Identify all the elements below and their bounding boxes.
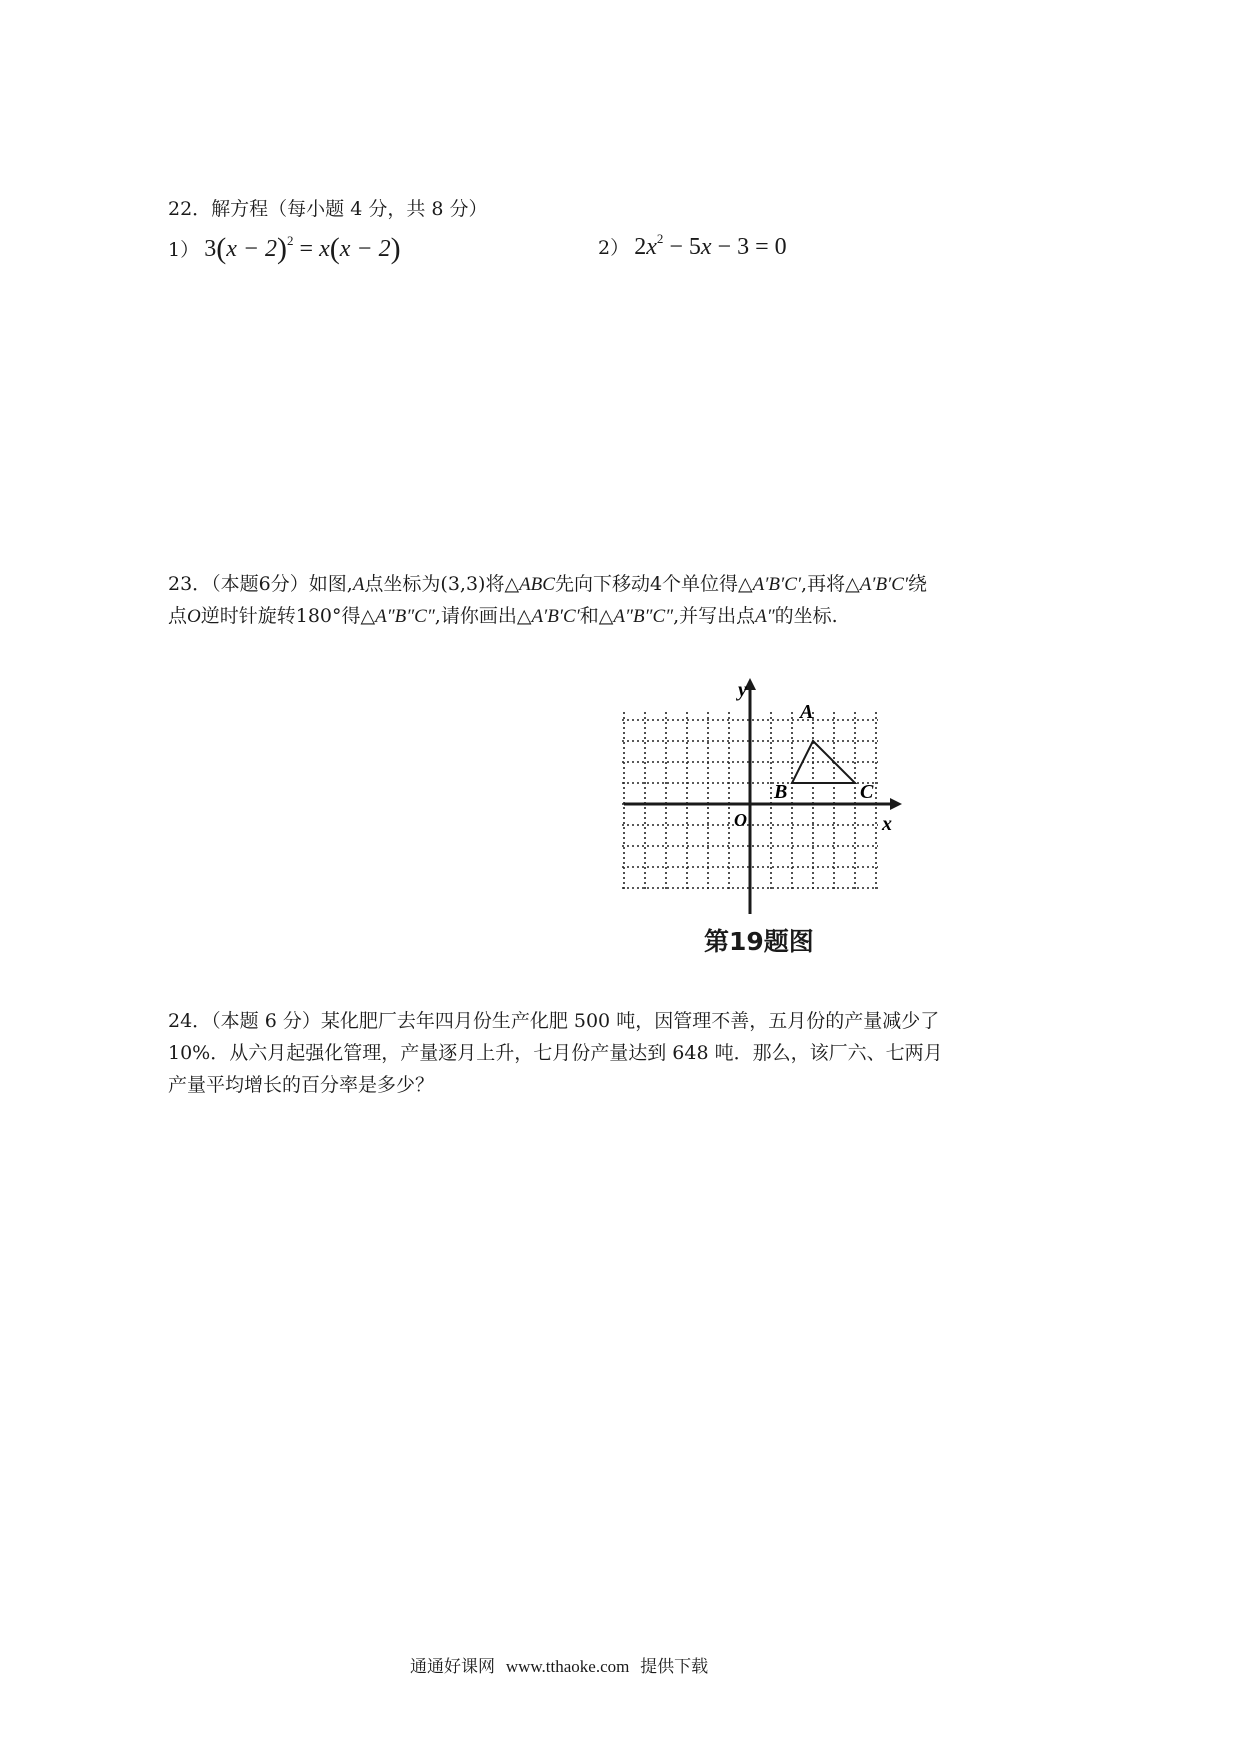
q23-line-2: 点O逆时针旋转180°得△A″B″C″,请你画出△A′B′C′和△A″B″C″,并写出点A″的坐标.: [168, 605, 838, 627]
figure-caption: 第19题图: [704, 927, 814, 956]
origin-label: O: [734, 810, 747, 830]
q24-line-1: 24．（本题 6 分）某化肥厂去年四月份生产化肥 500 吨，因管理不善，五月份的产量减少了: [168, 1010, 940, 1032]
footer-site-name: 通通好课网: [410, 1657, 495, 1677]
q22-p1-coef: 3: [204, 236, 217, 262]
footer-action: 提供下载: [640, 1657, 709, 1677]
point-a-label: A: [800, 701, 814, 723]
q22-p2-t1: 2: [634, 234, 647, 260]
q24-line-3: 产量平均增长的百分率是多少？: [168, 1074, 435, 1096]
q24-line-2: 10%．从六月起强化管理，产量逐月上升，七月份产量达到 648 吨．那么，该厂六、七两月: [168, 1042, 943, 1064]
x-axis-arrow: [890, 798, 902, 810]
q22-p1-rhs-var: x: [319, 236, 330, 262]
y-axis-label: y: [738, 679, 747, 701]
coordinate-grid-figure: [610, 670, 910, 930]
q22-p1-equals: =: [299, 236, 314, 262]
x-axis-label: x: [882, 813, 892, 835]
q22-p1-inner: x − 2: [226, 236, 278, 262]
q23-line-1: 23．（本题6分）如图,A点坐标为(3,3)将△ABC先向下移动4个单位得△A′B′C′,再将△A′B′C′绕: [168, 573, 928, 595]
q22-p1-rhs-inner: x − 2: [339, 236, 391, 262]
q22-equation-2: 2） $2x^2 - 5x - 3 = 0$: [598, 231, 787, 260]
q22-p1-label: 1）: [168, 239, 200, 261]
q22-p1-exp: 2: [287, 233, 294, 248]
q22-p2-t2: − 5: [669, 234, 701, 260]
q22-p2-exp: 2: [656, 231, 664, 246]
point-b-label: B: [774, 781, 788, 803]
point-c-label: C: [860, 781, 874, 803]
q22-p2-label: 2）: [598, 237, 630, 259]
footer: [410, 1652, 708, 1677]
footer-url: www.tthaoke.com: [505, 1657, 630, 1676]
q22-heading: 22．解方程（每小题 4 分，共 8 分）: [168, 198, 488, 220]
q22-equation-1: 1） $3(x - 2)^2 = x(x - 2)$: [168, 232, 401, 265]
q22-p2-t3: − 3 = 0: [717, 234, 787, 260]
